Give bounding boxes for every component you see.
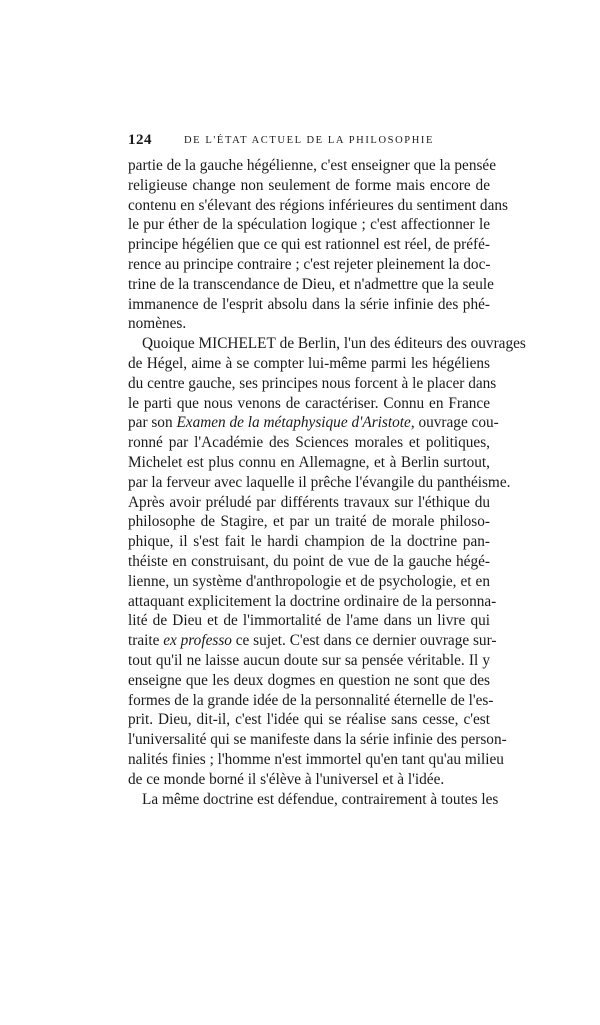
paragraph — [128, 334, 526, 789]
text-line: formes de la grande idée de la personnalité éternelle de l'es- — [128, 691, 494, 709]
page-number: 124 — [128, 132, 152, 148]
text-line: tout qu'il ne laisse aucun doute sur sa pensée véritable. Il y — [128, 651, 490, 669]
text-line: La même doctrine est défendue, contrairement à toutes les — [142, 790, 499, 808]
text-line: nomènes. — [128, 315, 187, 333]
text-line: par son Examen de la métaphysique d'Aristote, ouvrage cou- — [128, 414, 499, 432]
text-line: lienne, un système d'anthropologie et de psychologie, et en — [128, 572, 490, 590]
text-line: par la ferveur avec laquelle il prêche l'évangile du panthéisme. — [128, 473, 511, 491]
text-line: prit. Dieu, dit-il, c'est l'idée qui se réalise sans cesse, c'est — [128, 711, 490, 729]
text-line: de ce monde borné il s'élève à l'universel et à l'idée. — [128, 770, 445, 788]
text-line: lité de Dieu et de l'immortalité de l'ame dans un livre qui — [128, 612, 490, 630]
text-line: immanence de l'esprit absolu dans la série infinie des phé- — [128, 295, 490, 313]
text-line: partie de la gauche hégélienne, c'est enseigner que la pensée — [128, 157, 496, 174]
text-line: attaquant explicitement la doctrine ordinaire de la personna- — [128, 592, 497, 610]
text-line: religieuse change non seulement de forme mais encore de — [128, 176, 490, 194]
text-line: Michelet est plus connu en Allemagne, et à Berlin surtout, — [128, 453, 490, 471]
text-line: principe hégélien que ce qui est rationnel est réel, de préfé- — [128, 236, 490, 254]
text-line: le parti que nous venons de caractériser. Connu en France — [128, 394, 490, 412]
paragraph — [128, 790, 499, 810]
text-line: du centre gauche, ses principes nous forcent à le placer dans — [128, 374, 497, 392]
text-line: traite ex professo ce sujet. C'est dans ce dernier ouvrage sur- — [128, 632, 497, 650]
text-line: théiste en construisant, du point de vue de la gauche hégé- — [128, 552, 490, 570]
paragraph — [128, 156, 508, 334]
text-line: nalités finies ; l'homme n'est immortel qu'en tant qu'au milieu — [128, 750, 504, 768]
text-line: phique, il s'est fait le hardi champion de la doctrine pan- — [128, 533, 490, 551]
text-line: philosophe de Stagire, et par un traité de morale philoso- — [128, 513, 490, 531]
text-line: enseigne que les deux dogmes en question ne sont que des — [128, 671, 490, 689]
text-line: le pur éther de la spéculation logique ; c'est affectionner le — [128, 216, 490, 234]
text-line: rence au principe contraire ; c'est rejeter pleinement la doc- — [128, 255, 491, 273]
text-line: Quoique MICHELET de Berlin, l'un des éditeurs des ouvrages — [142, 335, 526, 353]
text-line: l'universalité qui se manifeste dans la série infinie des person- — [128, 731, 507, 749]
text-line: Après avoir préludé par différents travaux sur l'éthique du — [128, 493, 490, 511]
running-head — [128, 131, 488, 149]
body-text — [128, 156, 526, 809]
text-line: contenu en s'élevant des régions inférieures du sentiment dans — [128, 196, 508, 214]
text-line: trine de la transcendance de Dieu, et n'admettre que la seule — [128, 275, 494, 293]
text-line: de Hégel, aime à se compter lui-même parmi les hégéliens — [128, 354, 490, 372]
running-title: DE L'ÉTAT ACTUEL DE LA PHILOSOPHIE — [184, 135, 434, 146]
text-line: ronné par l'Académie des Sciences morales et politiques, — [128, 434, 490, 452]
